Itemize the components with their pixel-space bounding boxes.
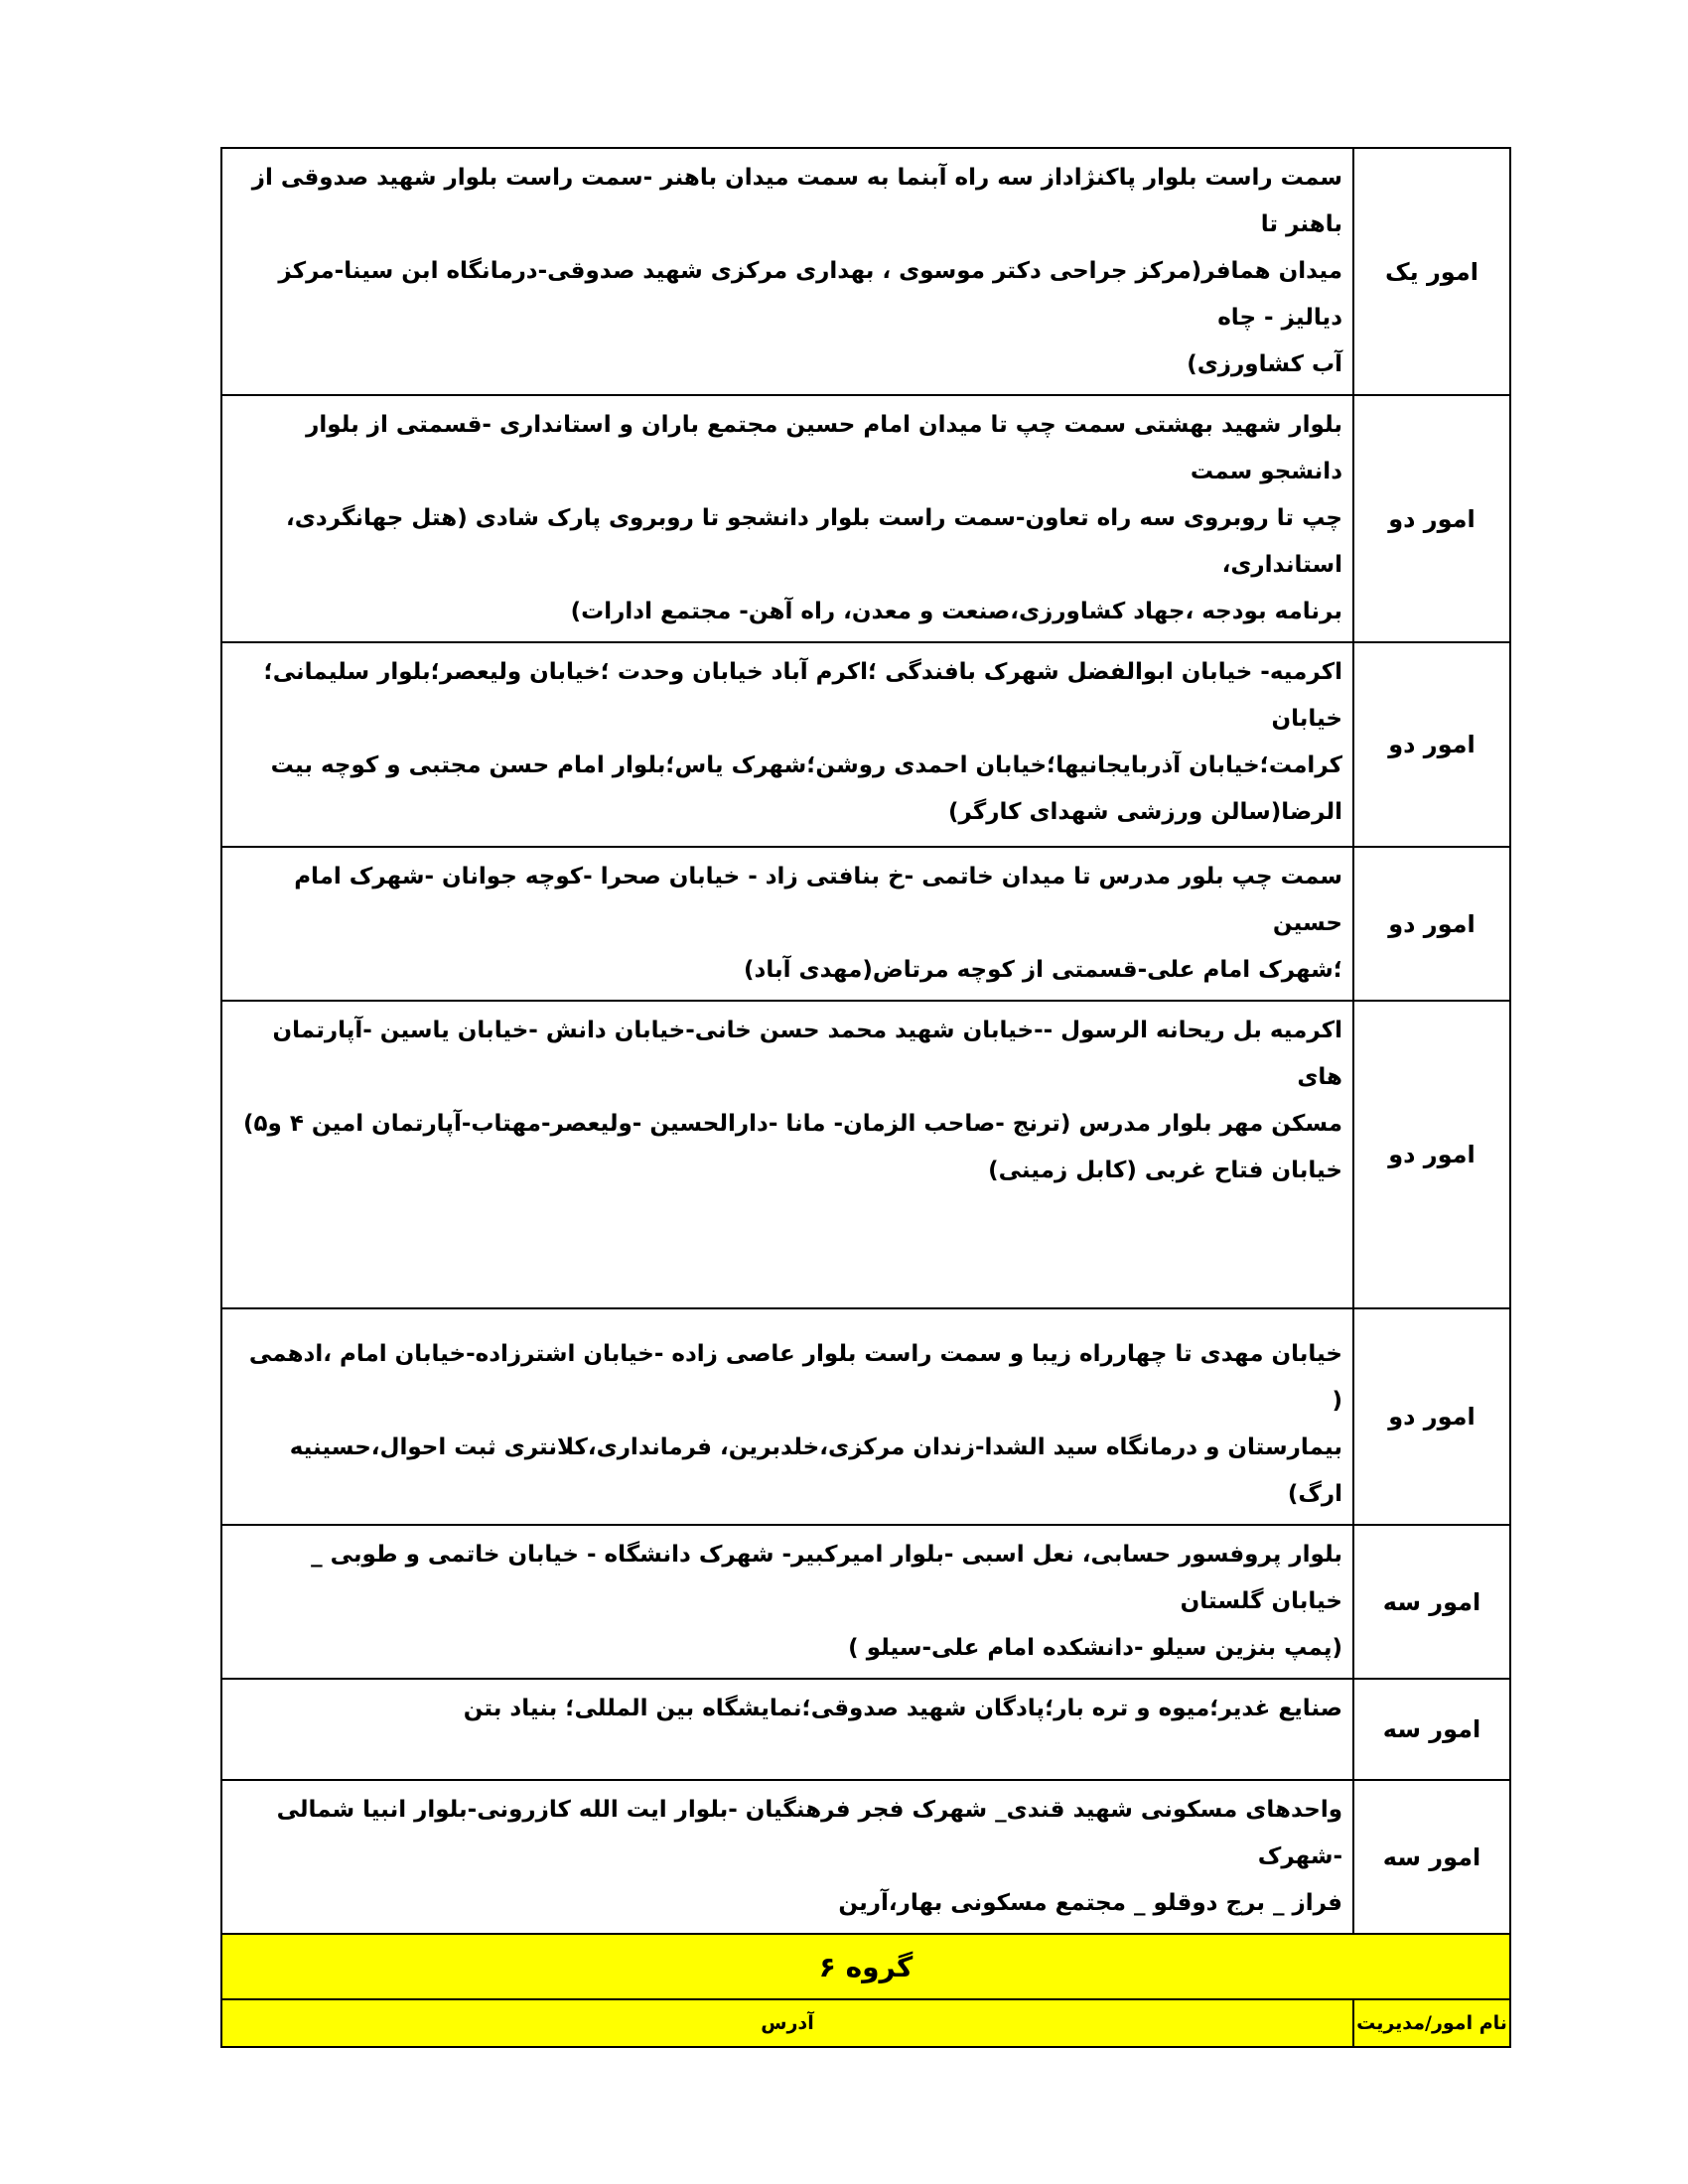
unit-name-cell: امور یک bbox=[1353, 148, 1510, 395]
table-row bbox=[221, 1308, 1510, 1525]
table-row bbox=[221, 847, 1510, 1001]
address-cell: بلوار شهید بهشتی سمت چپ تا میدان امام حسین مجتمع باران و استانداری -قسمتی از بلوار دانشجو سمت چپ تا روبروی سه راه تعاون-سمت راست بلوار دانشجو تا روبروی پارک شادی (هتل جهانگردی، استانداری، برنامه بودجه ،جهاد کشاورزی،صنعت و معدن، راه آهن- مجتمع ادارات) bbox=[221, 395, 1353, 642]
table-row bbox=[221, 1525, 1510, 1679]
table-row bbox=[221, 1001, 1510, 1308]
table-row bbox=[221, 148, 1510, 395]
column-header-row bbox=[221, 1999, 1510, 2047]
table-row bbox=[221, 642, 1510, 847]
address-cell: اکرمیه- خیابان ابوالفضل شهرک بافندگی ؛اکرم آباد خیابان وحدت ؛خیابان ولیعصر؛بلوار سلیمانی؛ خیابان کرامت؛خیابان آذربایجانیها؛خیابان احمدی روشن؛شهرک یاس؛بلوار امام حسن مجتبی و کوچه بیت الرضا(سالن ورزشی شهدای کارگر) bbox=[221, 642, 1353, 847]
unit-column-header: نام امور/مدیریت bbox=[1353, 1999, 1510, 2047]
address-cell: واحدهای مسکونی شهید قندی_ شهرک فجر فرهنگیان -بلوار ایت الله کازرونی-بلوار انبیا شمالی -شهرک فراز _ برج دوقلو _ مجتمع مسکونی بهار،آرین bbox=[221, 1780, 1353, 1934]
address-cell: سمت چپ بلور مدرس تا میدان خاتمی -خ بنافتی زاد - خیابان صحرا -کوچه جوانان -شهرک امام حسین ؛شهرک امام علی-قسمتی از کوچه مرتاض(مهدی آباد) bbox=[221, 847, 1353, 1001]
unit-name-cell: امور دو bbox=[1353, 1001, 1510, 1308]
table-row bbox=[221, 1780, 1510, 1934]
address-cell: سمت راست بلوار پاکنژاداز سه راه آبنما به سمت میدان باهنر -سمت راست بلوار شهید صدوقی از باهنر تا میدان همافر(مرکز جراحی دکتر موسوی ، بهداری مرکزی شهید صدوقی-درمانگاه ابن سینا-مرکز دیالیز - چاه آب کشاورزی) bbox=[221, 148, 1353, 395]
outage-address-table bbox=[220, 147, 1511, 2048]
group-title: گروه ۶ bbox=[221, 1934, 1510, 1999]
address-column-header: آدرس bbox=[221, 1999, 1353, 2047]
unit-name-cell: امور دو bbox=[1353, 395, 1510, 642]
unit-name-cell: امور دو bbox=[1353, 642, 1510, 847]
table-row bbox=[221, 395, 1510, 642]
unit-name-cell: امور دو bbox=[1353, 1308, 1510, 1525]
address-cell: خیابان مهدی تا چهارراه زیبا و سمت راست بلوار عاصی زاده -خیابان اشترزاده-خیابان امام ،ادهمی ( بیمارستان و درمانگاه سید الشدا-زندان مرکزی،خلدبرین، فرمانداری،کلانتری ثبت احوال،حسینیه ارگ) bbox=[221, 1308, 1353, 1525]
unit-name-cell: امور سه bbox=[1353, 1525, 1510, 1679]
address-cell: بلوار پروفسور حسابی، نعل اسبی -بلوار امیرکبیر- شهرک دانشگاه - خیابان خاتمی و طوبی _ خیابان گلستان (پمپ بنزین سیلو -دانشکده امام علی-سیلو ) bbox=[221, 1525, 1353, 1679]
unit-name-cell: امور سه bbox=[1353, 1679, 1510, 1780]
group-title-row bbox=[221, 1934, 1510, 1999]
unit-name-cell: امور دو bbox=[1353, 847, 1510, 1001]
address-cell: صنایع غدیر؛میوه و تره بار؛پادگان شهید صدوقی؛نمایشگاه بین المللی؛ بنیاد بتن bbox=[221, 1679, 1353, 1780]
table-row bbox=[221, 1679, 1510, 1780]
unit-name-cell: امور سه bbox=[1353, 1780, 1510, 1934]
address-cell: اکرمیه بل ریحانه الرسول --خیابان شهید محمد حسن خانی-خیابان دانش -خیابان یاسین -آپارتمان های مسکن مهر بلوار مدرس (ترنج -صاحب الزمان- مانا -دارالحسین -ولیعصر-مهتاب-آپارتمان امین ۴ و۵) خیابان فتاح غربی (کابل زمینی) bbox=[221, 1001, 1353, 1308]
